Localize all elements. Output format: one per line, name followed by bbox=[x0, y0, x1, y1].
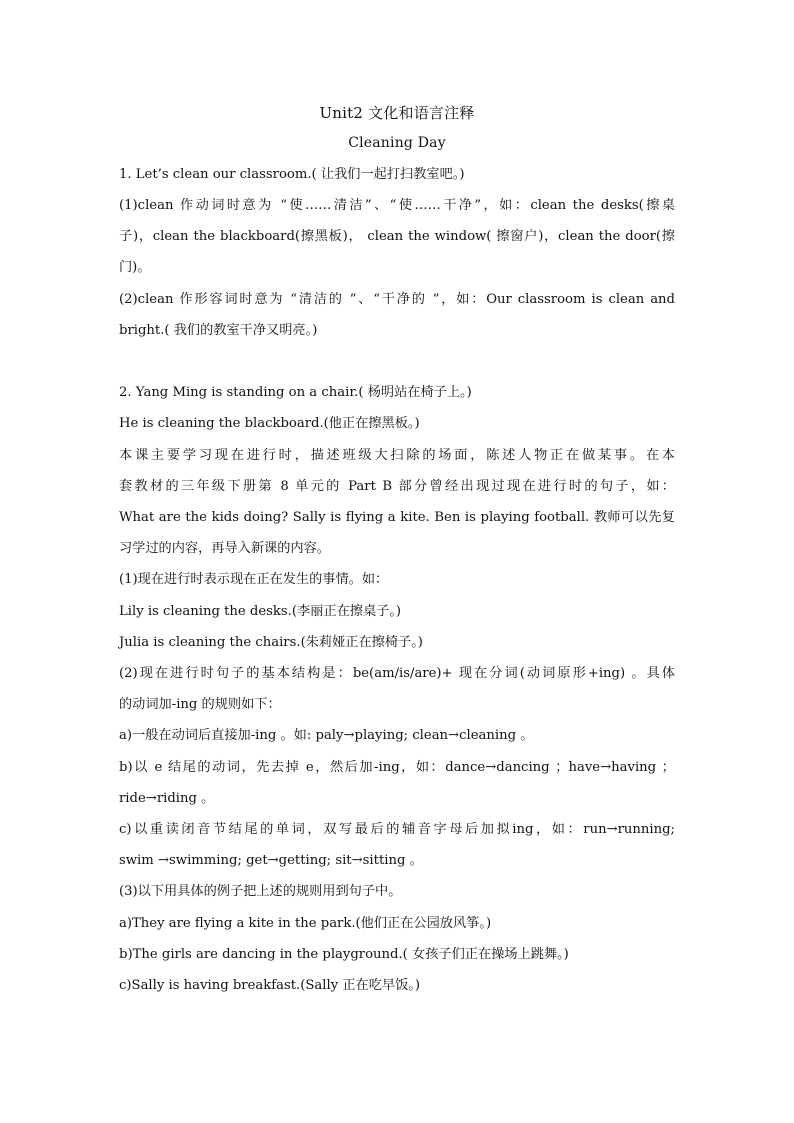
text-line: 本课主要学习现在进行时，描述班级大扫除的场面，陈述人物正在做某事。在本 bbox=[119, 448, 675, 463]
page-title: Unit2 文化和语言注释 bbox=[319, 104, 475, 122]
text-line: He is cleaning the blackboard.(他正在擦黑板。) bbox=[119, 416, 420, 431]
text-line: ride→riding 。 bbox=[119, 791, 215, 806]
text-line: 2. Yang Ming is standing on a chair.( 杨明站在椅子上。) bbox=[119, 385, 472, 400]
text-line: 套教材的三年级下册第 8 单元的 Part B 部分曾经出现过现在进行时的句子，如： bbox=[119, 479, 675, 494]
text-line: b)The girls are dancing in the playground.( 女孩子们正在操场上跳舞。) bbox=[119, 947, 569, 962]
text-line: a)一般在动词后直接加-ing 。如: paly→playing; clean→cleaning 。 bbox=[119, 728, 534, 743]
text-line: c)Sally is having breakfast.(Sally 正在吃早饭。) bbox=[119, 978, 421, 993]
text-line: b)以 e 结尾的动词，先去掉 e，然后加-ing，如：dance→dancing ；have→having ； bbox=[119, 760, 675, 775]
text-line: (1)clean 作动词时意为 “使……清洁”、“使……干净”，如：clean the desks(擦桌 bbox=[119, 198, 675, 213]
text-line: c)以重读闭音节结尾的单词，双写最后的辅音字母后加拟ing，如：run→running; bbox=[119, 822, 675, 837]
text-line: 习学过的内容，再导入新课的内容。 bbox=[119, 541, 330, 556]
text-line: (1)现在进行时表示现在正在发生的事情。如： bbox=[119, 572, 389, 587]
text-line: bright.( 我们的教室干净又明亮。) bbox=[119, 323, 318, 338]
text-line: What are the kids doing? Sally is flying a kite. Ben is playing football. 教师可以先复 bbox=[119, 510, 675, 525]
text-line: (2)现在进行时句子的基本结构是：be(am/is/are)+ 现在分词(动词原形+ing) 。具体 bbox=[119, 666, 675, 681]
text-line: a)They are flying a kite in the park.(他们正在公园放风筝。) bbox=[119, 916, 492, 931]
text-line: Lily is cleaning the desks.(李丽正在擦桌子。) bbox=[119, 604, 402, 619]
text-line: 门)。 bbox=[119, 260, 151, 275]
text-line: swim →swimming; get→getting; sit→sitting 。 bbox=[119, 853, 423, 868]
text-line: 1. Let’s clean our classroom.( 让我们一起打扫教室吧。) bbox=[119, 167, 465, 182]
text-line: (3)以下用具体的例子把上述的规则用到句子中。 bbox=[119, 884, 402, 899]
text-line: (2)clean 作形容词时意为 “清洁的 ”、“干净的 ”，如：Our classroom is clean and bbox=[119, 292, 675, 307]
text-line: 子)，clean the blackboard(擦黑板)， clean the window( 擦窗户)，clean the door(擦 bbox=[119, 229, 675, 244]
text-line: 的动词加-ing 的规则如下： bbox=[119, 697, 281, 712]
page-subtitle: Cleaning Day bbox=[348, 135, 446, 151]
text-line: Julia is cleaning the chairs.(朱莉娅正在擦椅子。) bbox=[119, 635, 423, 650]
